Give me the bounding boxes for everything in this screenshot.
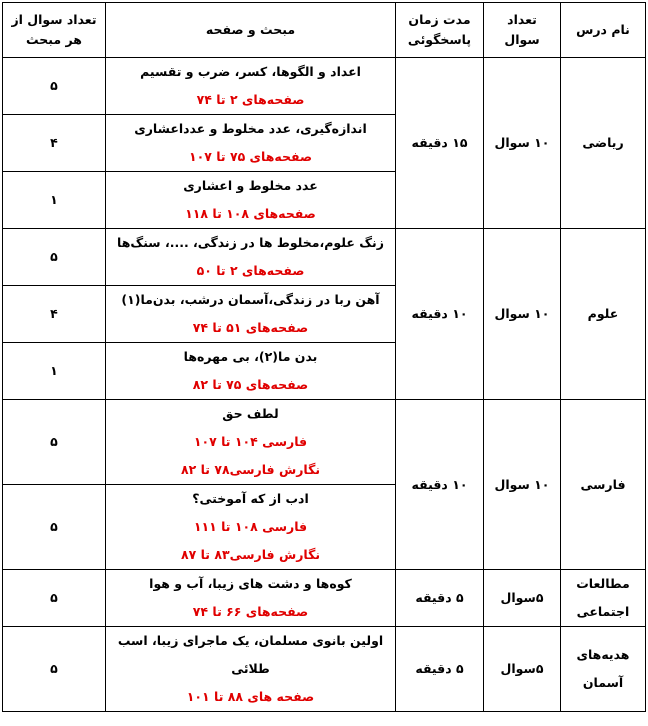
topic-cell (106, 485, 396, 570)
question-count: ۱۰ سوال (484, 58, 561, 229)
topic-cell (106, 627, 396, 712)
topic-pages: صفحه‌های ۷۵ تا ۱۰۷ (188, 149, 313, 164)
question-count: ۱۰ سوال (484, 229, 561, 400)
topic-pages: صفحه‌های ۶۶ تا ۷۴ (192, 604, 309, 619)
topic-title: اعداد و الگوها، کسر، ضرب و تقسیم (140, 64, 361, 79)
per-topic-count: ۱ (3, 343, 106, 400)
topic-title: کوه‌ها و دشت های زیبا، آب و هوا (149, 576, 352, 591)
answer-time: ۱۰ دقیقه (396, 229, 484, 400)
topic-pages: نگارش فارسی۷۸ تا ۸۲ (180, 462, 321, 477)
per-topic-count: ۵ (3, 485, 106, 570)
topic-cell (106, 58, 396, 115)
topic-pages: نگارش فارسی۸۳ تا ۸۷ (180, 547, 321, 562)
header-topic: مبحث و صفحه (106, 3, 396, 58)
per-topic-count: ۱ (3, 172, 106, 229)
question-count: ۵سوال (484, 570, 561, 627)
topic-title: بدن ما(۲)، بی مهره‌ها (183, 349, 318, 364)
subject-name: علوم (561, 229, 646, 400)
table-row (3, 400, 646, 485)
topic-cell (106, 400, 396, 485)
header-time: مدت زمان پاسخگوئی (396, 3, 484, 58)
topic-cell (106, 115, 396, 172)
exam-schedule-table (2, 2, 646, 712)
per-topic-count: ۵ (3, 627, 106, 712)
topic-title: لطف حق (222, 406, 279, 421)
header-per-topic: تعداد سوال از هر مبحث (3, 3, 106, 58)
subject-name: مطالعات اجتماعی (561, 570, 646, 627)
table-row (3, 229, 646, 286)
answer-time: ۵ دقیقه (396, 627, 484, 712)
table-row (3, 627, 646, 712)
per-topic-count: ۵ (3, 229, 106, 286)
header-subject: نام درس (561, 3, 646, 58)
question-count: ۱۰ سوال (484, 400, 561, 570)
answer-time: ۱۵ دقیقه (396, 58, 484, 229)
topic-cell (106, 343, 396, 400)
answer-time: ۱۰ دقیقه (396, 400, 484, 570)
subject-name: ریاضی (561, 58, 646, 229)
table-row (3, 570, 646, 627)
topic-cell (106, 286, 396, 343)
topic-pages: صفحه‌های ۱۰۸ تا ۱۱۸ (185, 206, 316, 221)
topic-title: اولین بانوی مسلمان، یک ماجرای زیبا، اسب طلائی (117, 633, 384, 676)
subject-name: هدیه‌های آسمان (561, 627, 646, 712)
subject-name: فارسی (561, 400, 646, 570)
per-topic-count: ۵ (3, 570, 106, 627)
per-topic-count: ۵ (3, 400, 106, 485)
topic-pages: فارسی ۱۰۴ تا ۱۰۷ (193, 434, 308, 449)
topic-pages: صفحه های ۸۸ تا ۱۰۱ (186, 689, 315, 704)
header-count: تعداد سوال (484, 3, 561, 58)
topic-pages: صفحه‌های ۲ تا ۷۴ (196, 92, 305, 107)
topic-pages: فارسی ۱۰۸ تا ۱۱۱ (193, 519, 308, 534)
topic-cell (106, 570, 396, 627)
topic-pages: صفحه‌های ۷۵ تا ۸۲ (192, 377, 309, 392)
topic-cell (106, 172, 396, 229)
answer-time: ۵ دقیقه (396, 570, 484, 627)
topic-title: عدد مخلوط و اعشاری (183, 178, 318, 193)
topic-title: زنگ علوم،مخلوط ها در زندگی، ....، سنگ‌ها (117, 235, 384, 250)
topic-cell (106, 229, 396, 286)
per-topic-count: ۴ (3, 286, 106, 343)
header-row (3, 3, 646, 58)
question-count: ۵سوال (484, 627, 561, 712)
per-topic-count: ۴ (3, 115, 106, 172)
topic-title: ادب از که آموختی؟ (192, 491, 309, 506)
topic-title: اندازه‌گیری، عدد مخلوط و عدداعشاری (134, 121, 367, 136)
topic-title: آهن ربا در زندگی،آسمان درشب، بدن‌ما(۱) (121, 292, 380, 307)
table-row (3, 58, 646, 115)
topic-pages: صفحه‌های ۲ تا ۵۰ (196, 263, 305, 278)
per-topic-count: ۵ (3, 58, 106, 115)
topic-pages: صفحه‌های ۵۱ تا ۷۴ (192, 320, 309, 335)
